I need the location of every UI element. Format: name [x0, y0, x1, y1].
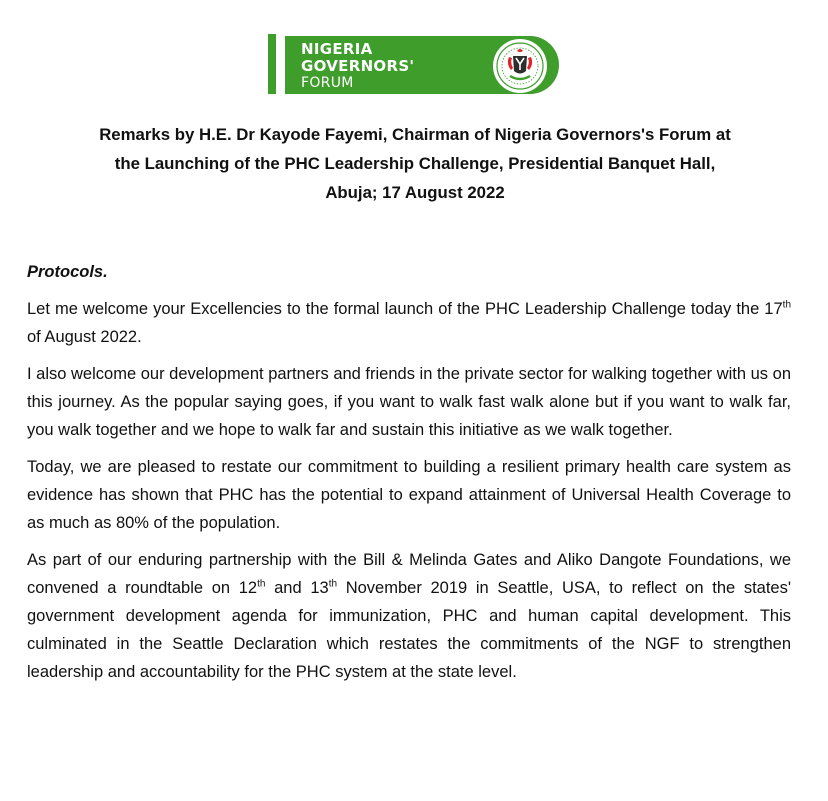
document-title — [30, 120, 800, 207]
logo-banner — [285, 36, 559, 94]
paragraph-line: and 13 — [265, 579, 329, 597]
ngf-logo — [268, 30, 564, 94]
logo-text-nigeria: NIGERIA — [301, 40, 373, 58]
remarks-body — [27, 258, 791, 695]
paragraph-line: the PHC system at the state level. — [268, 663, 517, 681]
paragraph-line: Challenge today the 17 — [611, 300, 783, 318]
paragraph-line: Today, we are pleased to restate our commitment to building a resilient primary health — [27, 458, 671, 476]
paragraph-partners — [27, 360, 791, 444]
title-line-2: the Launching of the PHC Leadership Challenge, Presidential Banquet Hall, — [114, 154, 716, 173]
paragraph-line: November 2019 in Seattle, — [337, 579, 554, 597]
ordinal-suffix: th — [257, 578, 266, 590]
paragraph-line: Let me welcome your Excellencies to the formal launch of the PHC Leadership — [27, 300, 607, 318]
logo-text-forum: FORUM — [301, 75, 354, 91]
paragraph-line: Foundations, we convened a roundtable on 12 — [27, 551, 791, 597]
paragraph-line: I also welcome our development partners and friends in the private sector for walking — [27, 365, 647, 383]
paragraph-commitment — [27, 453, 791, 537]
paragraph-welcome — [27, 295, 791, 351]
paragraph-line: USA, to reflect on the states' government development agenda for immunization, PHC — [27, 579, 792, 625]
logo-accent-bar — [268, 34, 276, 94]
ordinal-suffix: th — [782, 299, 792, 311]
paragraph-line: together with us on this journey. As the popular saying goes, if you want to walk fast — [27, 365, 791, 411]
logo-text-governors: GOVERNORS' — [301, 57, 415, 75]
coat-of-arms-seal-icon — [492, 38, 548, 94]
paragraph-line: walk alone but if you want to walk far, you walk together and we hope to walk far and — [27, 393, 791, 439]
ordinal-suffix: th — [328, 578, 338, 590]
paragraph-line: care system as evidence has shown that PHC has the potential to expand attainment of — [27, 458, 791, 504]
paragraph-line: and human capital development. This culminated in the Seattle Declaration which — [27, 607, 791, 653]
title-line-3: Abuja; 17 August 2022 — [325, 183, 505, 202]
paragraph-line: Universal Health Coverage to as much as 80% of the population. — [27, 486, 791, 532]
protocols-heading: Protocols. — [27, 263, 108, 281]
paragraph-partnership — [27, 546, 791, 686]
title-line-1: Remarks by H.E. Dr Kayode Fayemi, Chairman of Nigeria Governors's Forum at — [99, 125, 731, 144]
paragraph-line: restates the commitments of the NGF to strengthen leadership and accountability for — [27, 635, 792, 681]
paragraph-line: of August 2022. — [27, 328, 142, 346]
paragraph-line: sustain this initiative as we walk together. — [371, 421, 673, 439]
paragraph-line: As part of our enduring partnership with the Bill & Melinda Gates and Aliko Dangote — [27, 551, 662, 569]
